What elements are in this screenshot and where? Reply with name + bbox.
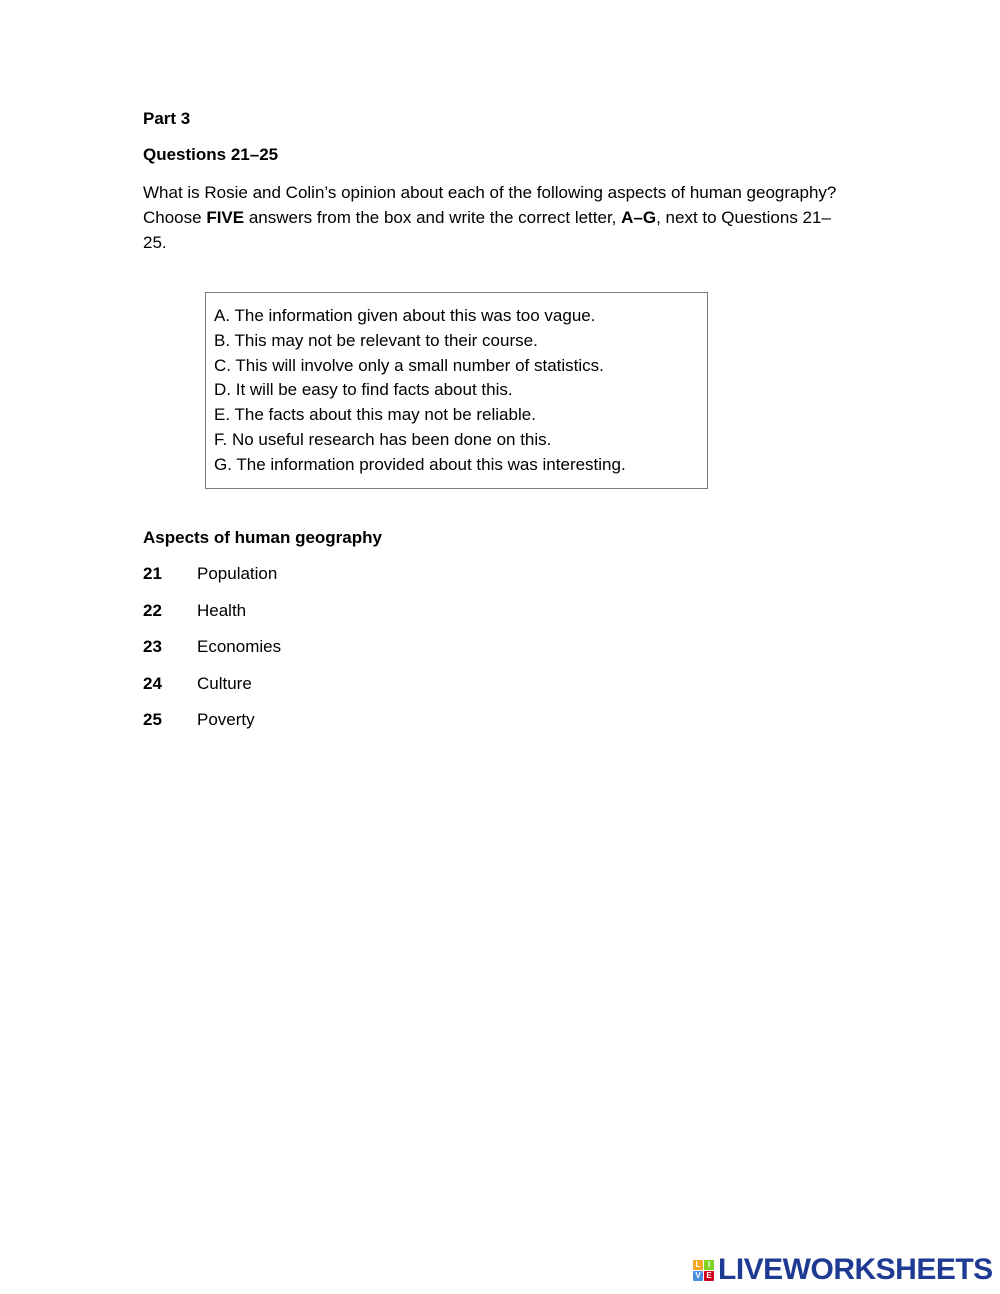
logo-mark-l: L	[693, 1260, 703, 1270]
option-e: E. The facts about this may not be reliable.	[214, 405, 536, 425]
aspect-list	[143, 564, 281, 747]
questions-range: Questions 21–25	[143, 145, 279, 164]
liveworksheets-logo	[693, 1255, 993, 1285]
choose-prefix: Choose	[143, 208, 207, 227]
option-b: B. This may not be relevant to their course.	[214, 330, 538, 350]
option-f: F. No useful research has been done on this.	[214, 429, 552, 449]
part-title: Part 3	[143, 109, 191, 128]
logo-text: LIVEWORKSHEETS	[718, 1253, 993, 1286]
aspect-label: Population	[197, 564, 278, 583]
logo-mark-i: I	[704, 1260, 714, 1270]
aspect-number: 21	[143, 564, 162, 583]
aspect-row-24	[143, 674, 281, 711]
logo-mark-icon	[693, 1260, 714, 1281]
aspect-label: Economies	[197, 637, 282, 657]
logo-mark-v: V	[693, 1271, 703, 1281]
aspect-label: Culture	[197, 673, 252, 693]
aspect-row-25	[143, 710, 281, 747]
aspect-label: Health	[197, 600, 247, 620]
instructions	[143, 180, 843, 255]
choose-letters: A–G	[621, 208, 657, 227]
answer-options-box	[205, 292, 708, 489]
aspect-number: 23	[143, 637, 162, 657]
aspect-row-22	[143, 601, 281, 638]
option-c: C. This will involve only a small number of statistics.	[214, 355, 604, 375]
instruction-choose	[143, 205, 843, 255]
option-d: D. It will be easy to find facts about this.	[214, 380, 513, 400]
aspects-heading: Aspects of human geography	[143, 528, 382, 547]
instruction-question: What is Rosie and Colin’s opinion about each of the following aspects of human geography?	[143, 183, 837, 202]
option-a: A. The information given about this was too vague.	[214, 306, 596, 325]
logo-mark-e: E	[704, 1271, 714, 1281]
aspect-number: 25	[143, 710, 162, 730]
aspect-number: 24	[143, 673, 162, 693]
option-g: G. The information provided about this was interesting.	[214, 454, 626, 474]
aspect-number: 22	[143, 600, 162, 620]
choose-count: FIVE	[206, 208, 245, 227]
choose-suffix: , next to Questions 21–25.	[143, 208, 831, 252]
aspect-label: Poverty	[197, 710, 255, 730]
aspect-row-21	[143, 564, 281, 601]
choose-middle: answers from the box and write the correct letter,	[244, 208, 622, 227]
aspect-row-23	[143, 637, 281, 674]
